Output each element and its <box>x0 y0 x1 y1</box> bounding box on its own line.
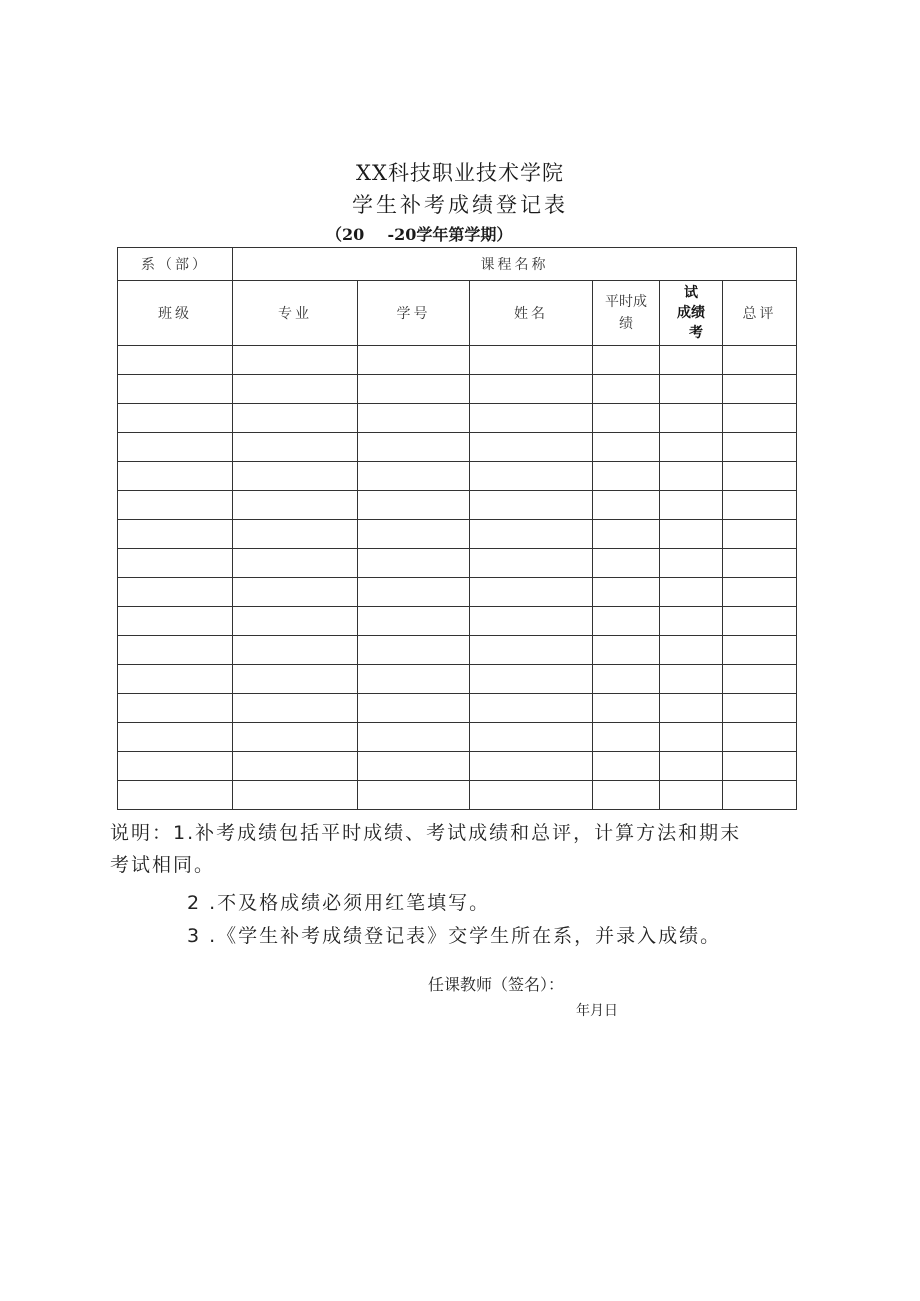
teacher-signature-label: 任课教师（签名）： <box>428 975 565 994</box>
table-cell[interactable] <box>470 723 593 752</box>
table-cell[interactable] <box>723 636 797 665</box>
col-student-id: 学号 <box>358 281 470 346</box>
table-cell[interactable] <box>660 607 723 636</box>
table-cell[interactable] <box>118 491 233 520</box>
table-cell[interactable] <box>593 375 660 404</box>
table-cell[interactable] <box>470 781 593 810</box>
table-cell[interactable] <box>470 636 593 665</box>
table-cell[interactable] <box>118 375 233 404</box>
table-cell[interactable] <box>660 346 723 375</box>
table-cell[interactable] <box>723 723 797 752</box>
table-cell[interactable] <box>593 607 660 636</box>
table-cell[interactable] <box>470 752 593 781</box>
table-cell[interactable] <box>660 404 723 433</box>
col-major: 专业 <box>233 281 358 346</box>
table-cell[interactable] <box>358 375 470 404</box>
table-cell[interactable] <box>233 694 358 723</box>
note-2: 2 .不及格成绩必须用红笔填写。 <box>187 892 491 914</box>
table-cell[interactable] <box>470 549 593 578</box>
table-cell[interactable] <box>660 433 723 462</box>
table-cell[interactable] <box>233 491 358 520</box>
grade-table <box>117 247 797 810</box>
table-row <box>118 665 797 694</box>
table-cell[interactable] <box>358 346 470 375</box>
table-cell[interactable] <box>470 578 593 607</box>
table-cell[interactable] <box>470 462 593 491</box>
table-cell[interactable] <box>660 578 723 607</box>
table-cell[interactable] <box>723 752 797 781</box>
table-cell[interactable] <box>118 404 233 433</box>
table-cell[interactable] <box>723 549 797 578</box>
table-cell[interactable] <box>723 375 797 404</box>
table-cell[interactable] <box>660 781 723 810</box>
table-cell[interactable] <box>358 433 470 462</box>
table-cell[interactable] <box>723 433 797 462</box>
table-cell[interactable] <box>593 346 660 375</box>
col-total: 总评 <box>723 281 797 346</box>
table-cell[interactable] <box>470 375 593 404</box>
table-cell[interactable] <box>233 752 358 781</box>
table-cell[interactable] <box>593 578 660 607</box>
table-cell[interactable] <box>233 607 358 636</box>
table-cell[interactable] <box>358 491 470 520</box>
note-3: 3 .《学生补考成绩登记表》交学生所在系，并录入成绩。 <box>187 925 722 947</box>
col-name: 姓名 <box>470 281 593 346</box>
table-cell[interactable] <box>660 665 723 694</box>
table-cell[interactable] <box>358 520 470 549</box>
table-cell[interactable] <box>358 462 470 491</box>
table-row <box>118 578 797 607</box>
note-1: 说明：1.补考成绩包括平时成绩、考试成绩和总评，计算方法和期末 <box>110 822 742 844</box>
table-cell[interactable] <box>723 781 797 810</box>
table-cell[interactable] <box>358 781 470 810</box>
table-cell[interactable] <box>660 462 723 491</box>
col-usual-score: 平时成 绩 <box>593 281 660 346</box>
table-cell[interactable] <box>118 433 233 462</box>
table-cell[interactable] <box>118 549 233 578</box>
table-cell[interactable] <box>470 433 593 462</box>
dept-label: 系（部） <box>118 248 233 281</box>
table-cell[interactable] <box>118 723 233 752</box>
table-cell[interactable] <box>118 346 233 375</box>
table-cell[interactable] <box>233 723 358 752</box>
form-title: 学生补考成绩登记表 <box>352 193 568 217</box>
table-row <box>118 781 797 810</box>
table-cell[interactable] <box>723 665 797 694</box>
table-cell[interactable] <box>723 694 797 723</box>
table-cell[interactable] <box>358 636 470 665</box>
table-cell[interactable] <box>660 375 723 404</box>
table-cell[interactable] <box>593 694 660 723</box>
col-exam-score: 试 成绩 考 <box>660 281 723 346</box>
table-cell[interactable] <box>233 781 358 810</box>
table-cell[interactable] <box>470 607 593 636</box>
table-cell[interactable] <box>118 462 233 491</box>
table-cell[interactable] <box>660 723 723 752</box>
table-cell[interactable] <box>118 578 233 607</box>
table-cell[interactable] <box>593 462 660 491</box>
course-name-label: 课程名称 <box>233 248 797 281</box>
date-label: 年月日 <box>576 1003 618 1019</box>
term-open: （20 <box>326 225 365 244</box>
table-cell[interactable] <box>233 462 358 491</box>
table-cell[interactable] <box>723 607 797 636</box>
term-line <box>326 222 512 245</box>
table-cell[interactable] <box>358 549 470 578</box>
note-1-cont: 考试相同。 <box>110 854 216 876</box>
table-row <box>118 520 797 549</box>
table-cell[interactable] <box>233 549 358 578</box>
table-cell[interactable] <box>660 549 723 578</box>
table-cell[interactable] <box>723 346 797 375</box>
table-cell[interactable] <box>593 491 660 520</box>
table-cell[interactable] <box>358 694 470 723</box>
table-cell[interactable] <box>233 404 358 433</box>
table-cell[interactable] <box>470 694 593 723</box>
table-cell[interactable] <box>358 723 470 752</box>
table-row <box>118 433 797 462</box>
table-cell[interactable] <box>358 578 470 607</box>
table-cell[interactable] <box>593 433 660 462</box>
table-row <box>118 694 797 723</box>
table-cell[interactable] <box>593 636 660 665</box>
table-cell[interactable] <box>660 636 723 665</box>
table-cell[interactable] <box>233 375 358 404</box>
table-cell[interactable] <box>593 404 660 433</box>
table-cell[interactable] <box>233 665 358 694</box>
table-row <box>118 375 797 404</box>
table-cell[interactable] <box>723 462 797 491</box>
table-cell[interactable] <box>118 781 233 810</box>
table-cell[interactable] <box>660 491 723 520</box>
table-cell[interactable] <box>470 665 593 694</box>
table-cell[interactable] <box>723 404 797 433</box>
table-cell[interactable] <box>470 404 593 433</box>
table-cell[interactable] <box>233 433 358 462</box>
table-row <box>118 462 797 491</box>
table-cell[interactable] <box>118 607 233 636</box>
table-cell[interactable] <box>660 752 723 781</box>
table-cell[interactable] <box>233 636 358 665</box>
table-cell[interactable] <box>118 694 233 723</box>
table-row <box>118 404 797 433</box>
table-row <box>118 607 797 636</box>
table-cell[interactable] <box>358 752 470 781</box>
table-cell[interactable] <box>358 404 470 433</box>
term-rest: -20学年第学期） <box>387 225 513 244</box>
table-cell[interactable] <box>118 665 233 694</box>
table-row <box>118 491 797 520</box>
table-cell[interactable] <box>470 346 593 375</box>
table-cell[interactable] <box>723 491 797 520</box>
table-cell[interactable] <box>358 665 470 694</box>
table-cell[interactable] <box>233 520 358 549</box>
table-row <box>118 549 797 578</box>
table-cell[interactable] <box>593 781 660 810</box>
table-cell[interactable] <box>470 520 593 549</box>
table-cell[interactable] <box>233 578 358 607</box>
table-cell[interactable] <box>233 346 358 375</box>
table-cell[interactable] <box>593 549 660 578</box>
table-cell[interactable] <box>593 723 660 752</box>
table-cell[interactable] <box>593 520 660 549</box>
table-row <box>118 346 797 375</box>
table-row <box>118 636 797 665</box>
table-row <box>118 752 797 781</box>
table-cell[interactable] <box>118 636 233 665</box>
institution-title: XX科技职业技术学院 <box>356 161 564 185</box>
table-cell[interactable] <box>118 752 233 781</box>
table-cell[interactable] <box>593 665 660 694</box>
table-cell[interactable] <box>358 607 470 636</box>
table-cell[interactable] <box>660 520 723 549</box>
table-cell[interactable] <box>593 752 660 781</box>
table-cell[interactable] <box>660 694 723 723</box>
table-cell[interactable] <box>723 520 797 549</box>
table-row <box>118 723 797 752</box>
col-class: 班级 <box>118 281 233 346</box>
table-cell[interactable] <box>118 520 233 549</box>
table-cell[interactable] <box>723 578 797 607</box>
table-cell[interactable] <box>470 491 593 520</box>
